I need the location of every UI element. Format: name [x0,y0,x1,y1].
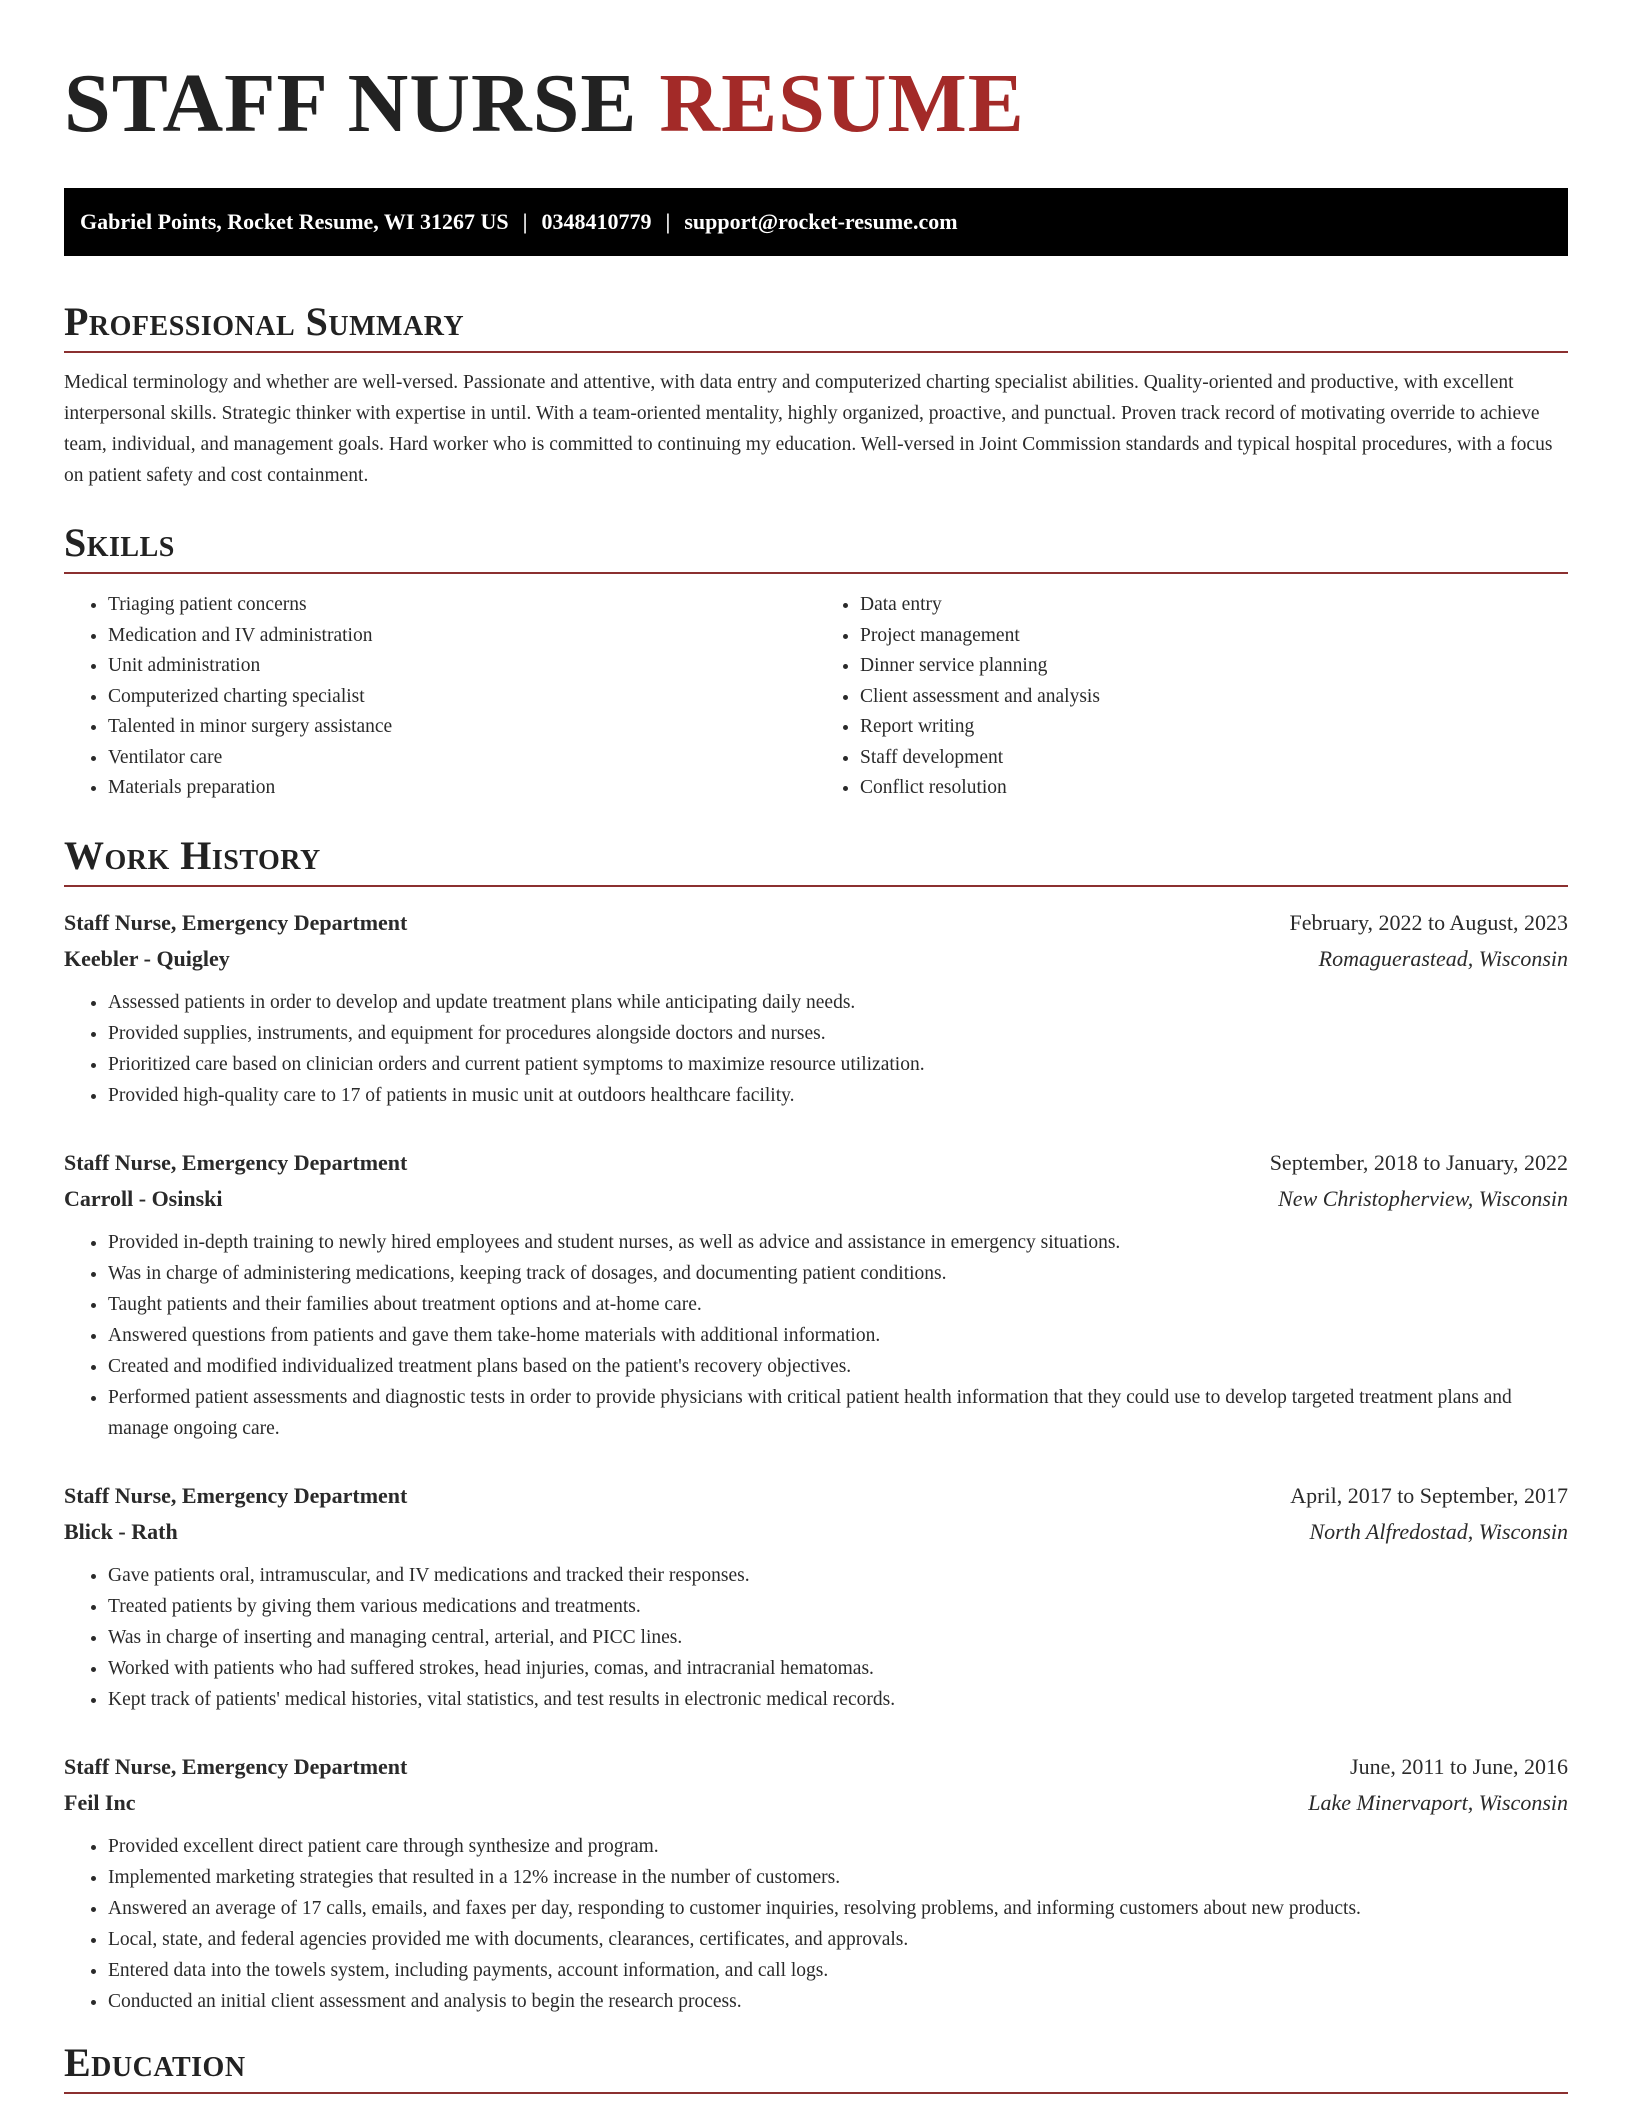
job-duty: • Provided high-quality care to 17 of patients in music unit at outdoors healthcare facility. [108,1080,1568,1111]
job-header-row [64,1145,1568,1181]
skill-item: • Project management [860,621,1568,652]
job-entry [64,1478,1568,1715]
job-duty: • Was in charge of inserting and managing central, arterial, and PICC lines. [108,1622,1568,1653]
job-duties-list [64,1560,1568,1715]
skill-item: • Materials preparation [108,773,816,804]
job-location: Lake Minervaport, Wisconsin [1308,1789,1568,1815]
skill-item: • Computerized charting specialist [108,682,816,713]
job-dates: February, 2022 to August, 2023 [1289,909,1568,935]
job-entry [64,1145,1568,1444]
job-employer-row [64,1514,1568,1550]
skill-item: • Dinner service planning [860,651,1568,682]
job-dates: September, 2018 to January, 2022 [1269,1149,1568,1175]
job-duty: • Provided excellent direct patient care through synthesize and program. [108,1831,1568,1862]
job-company: Keebler - Quigley [64,945,230,971]
skill-item: • Unit administration [108,651,816,682]
job-duty: • Performed patient assessments and diagnostic tests in order to provide physicians with critical patient health information that they could use to develop targeted treatment plans and manage ongoing care. [108,1382,1568,1444]
job-duty: • Created and modified individualized treatment plans based on the patient's recovery objectives. [108,1351,1568,1382]
job-header-row [64,905,1568,941]
job-duty: • Provided in-depth training to newly hired employees and student nurses, as well as advice and assistance in emergency situations. [108,1227,1568,1258]
job-employer-row [64,941,1568,977]
contact-email[interactable]: support@rocket-resume.com [684,209,958,234]
skill-item: • Ventilator care [108,743,816,774]
summary-heading: Professional Summary [64,298,1568,353]
job-duty: • Treated patients by giving them various medications and treatments. [108,1591,1568,1622]
job-company: Feil Inc [64,1789,136,1815]
education-heading: Education [64,2039,1568,2094]
job-duty: • Provided supplies, instruments, and equipment for procedures alongside doctors and nurses. [108,1018,1568,1049]
skill-item: • Client assessment and analysis [860,682,1568,713]
job-title: Staff Nurse, Emergency Department [64,1149,408,1175]
skill-item: • Talented in minor surgery assistance [108,712,816,743]
job-duty: • Implemented marketing strategies that resulted in a 12% increase in the number of customers. [108,1862,1568,1893]
job-employer-row [64,1785,1568,1821]
job-title: Staff Nurse, Emergency Department [64,1482,408,1508]
summary-text: Medical terminology and whether are well-versed. Passionate and attentive, with data entry and computerized charting specialist abilities. Quality-oriented and productive, with excellent interpersonal skills. Strategic thinker with expertise in until. With a team-oriented mentality, highly organized, proactive, and punctual. Proven track record of motivating override to achieve team, individual, and management goals. Hard worker who is committed to continuing my education. Well-versed in Joint Commission standards and typical hospital procedures, with a focus on patient safety and cost containment. [64,372,1553,486]
job-company: Blick - Rath [64,1518,178,1544]
document-title [64,0,1568,154]
contact-phone[interactable]: 0348410779 [541,209,652,234]
job-duties-list [64,987,1568,1111]
skill-item: • Triaging patient concerns [108,590,816,621]
skill-item: • Data entry [860,590,1568,621]
skill-item: • Report writing [860,712,1568,743]
contact-bar [64,188,1568,256]
job-duties-list [64,1227,1568,1444]
job-header-row [64,1749,1568,1785]
contact-separator: | [522,209,528,234]
job-title: Staff Nurse, Emergency Department [64,909,408,935]
skills-list-left [64,590,816,804]
job-duty: • Kept track of patients' medical histories, vital statistics, and test results in electronic medical records. [108,1684,1568,1715]
job-duty: • Prioritized care based on clinician orders and current patient symptoms to maximize resource utilization. [108,1049,1568,1080]
contact-separator: | [665,209,671,234]
job-location: North Alfredostad, Wisconsin [1309,1518,1568,1544]
title-main: STAFF NURSE [64,57,638,150]
skills-heading: Skills [64,519,1568,574]
job-duty: • Gave patients oral, intramuscular, and IV medications and tracked their responses. [108,1560,1568,1591]
job-duty: • Entered data into the towels system, including payments, account information, and call logs. [108,1955,1568,1986]
job-dates: June, 2011 to June, 2016 [1350,1753,1568,1779]
job-duty: • Answered questions from patients and gave them take-home materials with additional information. [108,1320,1568,1351]
job-duty: • Assessed patients in order to develop and update treatment plans while anticipating daily needs. [108,987,1568,1018]
job-duty: • Taught patients and their families about treatment options and at-home care. [108,1289,1568,1320]
job-entry [64,905,1568,1111]
skill-item: • Staff development [860,743,1568,774]
skill-item: • Medication and IV administration [108,621,816,652]
skills-grid [64,590,1568,804]
job-title: Staff Nurse, Emergency Department [64,1753,408,1779]
work-history-heading: Work History [64,832,1568,887]
job-company: Carroll - Osinski [64,1185,223,1211]
job-duty: • Worked with patients who had suffered strokes, head injuries, comas, and intracranial hematomas. [108,1653,1568,1684]
job-entry [64,1749,1568,2017]
job-location: Romaguerastead, Wisconsin [1318,945,1568,971]
job-header-row [64,1478,1568,1514]
job-dates: April, 2017 to September, 2017 [1290,1482,1568,1508]
job-employer-row [64,1181,1568,1217]
title-accent: RESUME [659,57,1025,150]
contact-address: Gabriel Points, Rocket Resume, WI 31267 US [80,209,509,234]
job-duty: • Conducted an initial client assessment and analysis to begin the research process. [108,1986,1568,2017]
skills-list-right [816,590,1568,804]
job-duty: • Answered an average of 17 calls, emails, and faxes per day, responding to customer inquiries, resolving problems, and informing customers about new products. [108,1893,1568,1924]
job-duty: • Local, state, and federal agencies provided me with documents, clearances, certificates, and approvals. [108,1924,1568,1955]
job-duty: • Was in charge of administering medications, keeping track of dosages, and documenting patient conditions. [108,1258,1568,1289]
job-location: New Christopherview, Wisconsin [1278,1185,1568,1211]
job-duties-list [64,1831,1568,2017]
skill-item: • Conflict resolution [860,773,1568,804]
